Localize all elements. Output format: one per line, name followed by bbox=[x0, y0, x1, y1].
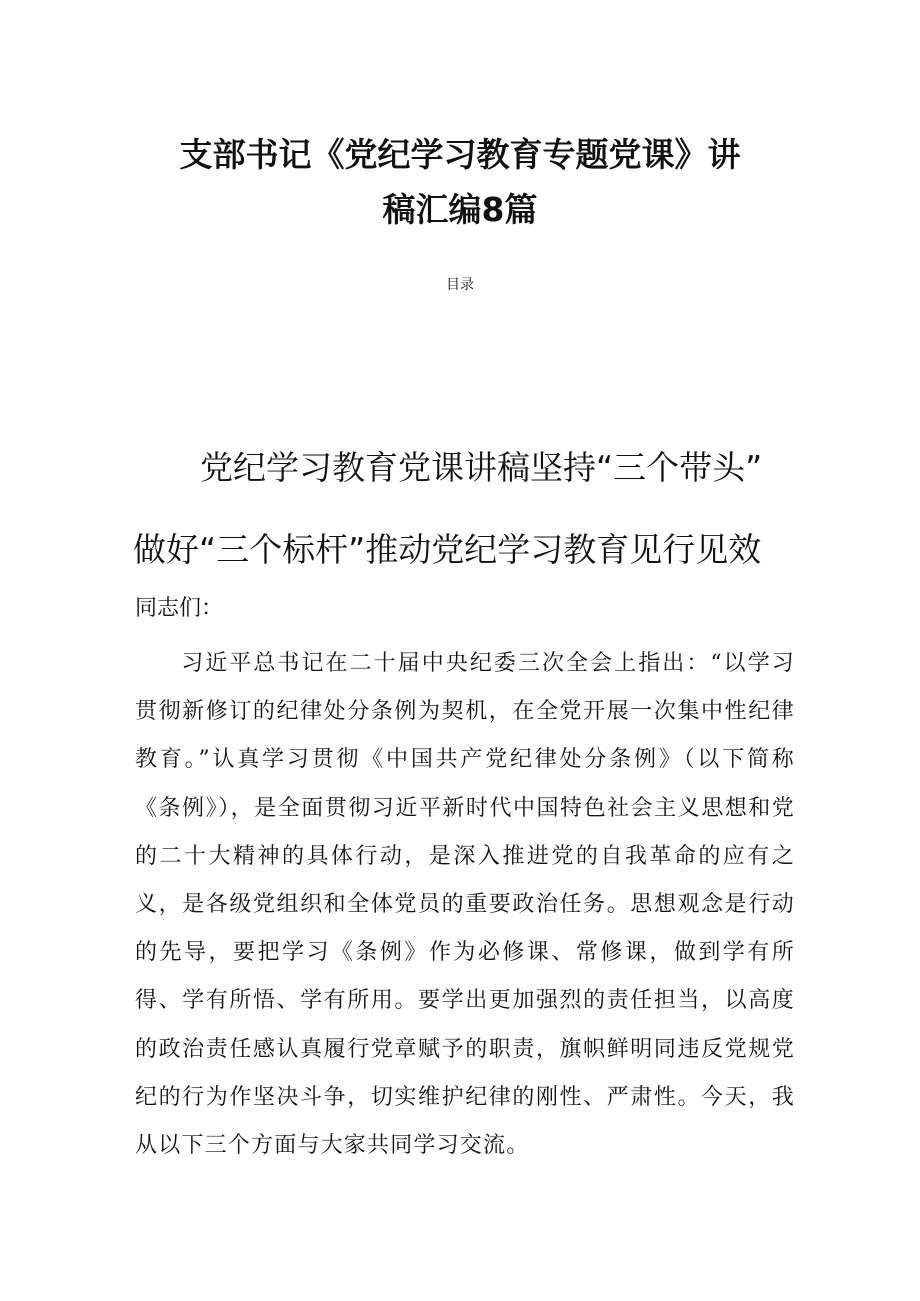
salutation: 同志们： bbox=[135, 596, 224, 621]
document-title-line-2: 稿汇编8篇 bbox=[382, 190, 538, 229]
body-paragraph: 习近平总书记在二十届中央纪委三次全会上指出：“以学习贯彻新修订的纪律处分条例为契机，在全党开展一次集中性纪律教育。”认真学习贯彻《中国共产党纪律处分条例》（以下简称《条例》），是全面贯彻习近平新时代中国特色社会主义思想和党的二十大精神的具体行动，是深入推进党的自我革命的应有之义，是各级党组织和全体党员的重要政治任务。思想观念是行动的先导，要把学习《条例》作为必修课、常修课，做到学有所得、学有所悟、学有所用。要学出更加强烈的责任担当，以高度的政治责任感认真履行党章赋予的职责，旗帜鲜明同违反党规党纪的行为作坚决斗争，切实维护纪律的刚性、严肃性。今天，我从以下三个方面与大家共同学习交流。 bbox=[135, 651, 795, 1159]
document-title-line-1: 支部书记《党纪学习教育专题党课》讲 bbox=[179, 135, 741, 174]
section-title-line-1: 党纪学习教育党课讲稿坚持“三个带头” bbox=[200, 448, 763, 487]
table-of-contents-label: 目录 bbox=[446, 277, 474, 293]
section-title-line-2: 做好“三个标杆”推动党纪学习教育见行见效 bbox=[133, 530, 762, 569]
